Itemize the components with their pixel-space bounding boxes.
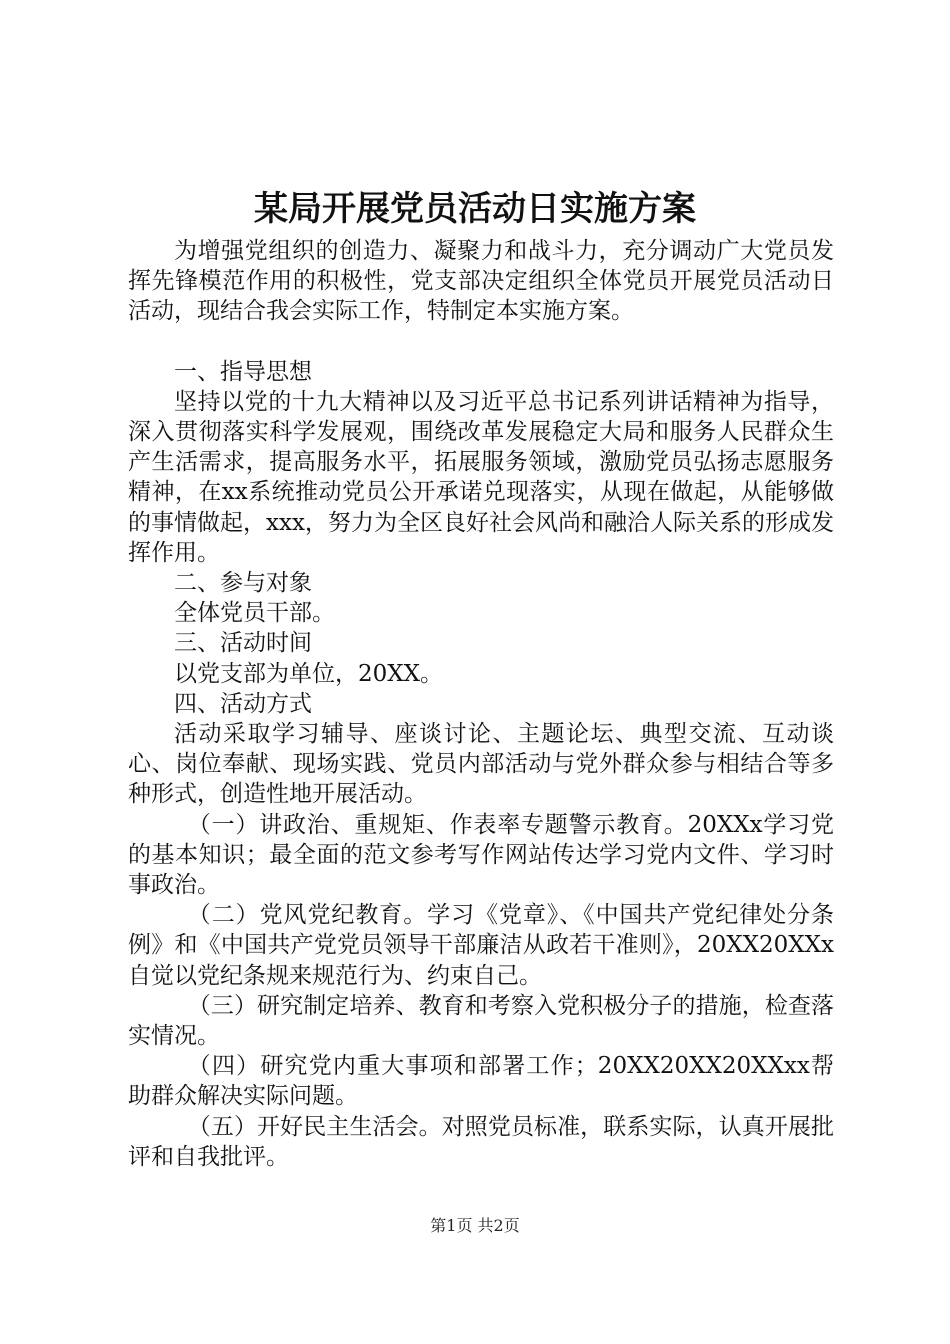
section-paragraph: 以党支部为单位，20XX。 [174, 660, 444, 687]
section-heading-participants: 二、参与对象 [174, 570, 312, 597]
intro-paragraph: 为增强党组织的创造力、凝聚力和战斗力，充分调动广大党员发挥先锋模范作用的积极性，党支部决定组织全体党员开展党员活动日活动，现结合我会实际工作，特制定本实施方案。 [128, 238, 834, 325]
document-body [128, 236, 834, 1172]
section-heading-activity-time: 三、活动时间 [174, 630, 312, 657]
list-item: （四）研究党内重大事项和部署工作；20XX20XX20XXxx帮助群众解决实际问题。 [128, 1053, 834, 1110]
section-paragraph: 全体党员干部。 [174, 600, 335, 627]
section-paragraph: 活动采取学习辅导、座谈讨论、主题论坛、典型交流、互动谈心、岗位奉献、现场实践、党员内部活动与党外群众参与相结合等多种形式，创造性地开展活动。 [128, 721, 834, 808]
page-number: 第1页 共2页 [430, 1216, 520, 1235]
list-item: （二）党风党纪教育。学习《党章》、《中国共产党纪律处分条例》和《中国共产党党员领导干部廉洁从政若干准则》，20XX20XXx自觉以党纪条规来规范行为、约束自己。 [128, 902, 834, 989]
list-item: （三）研究制定培养、教育和考察入党积极分子的措施，检查落实情况。 [128, 992, 834, 1050]
paragraph-gap [128, 327, 834, 357]
section-heading-activity-method: 四、活动方式 [174, 690, 312, 717]
list-item: （一）讲政治、重规矩、作表率专题警示教育。20XXx学习党的基本知识；最全面的范文参考写作网站传达学习党内文件、学习时事政治。 [128, 811, 834, 899]
section-heading-guiding-thought: 一、指导思想 [174, 358, 312, 385]
section-paragraph: 坚持以党的十九大精神以及习近平总书记系列讲话精神为指导，深入贯彻落实科学发展观，围绕改革发展稳定大局和服务人民群众生产生活需求，提高服务水平，拓展服务领域，激励党员弘扬志愿服务精神，在xx系统推动党员公开承诺兑现落实，从现在做起，从能够做的事情做起，xxx，努力为全区良好社会风尚和融洽人际关系的形成发挥作用。 [128, 388, 834, 566]
document-title: 某局开展党员活动日实施方案 [254, 189, 696, 229]
list-item: （五）开好民主生活会。对照党员标准，联系实际，认真开展批评和自我批评。 [128, 1113, 834, 1170]
